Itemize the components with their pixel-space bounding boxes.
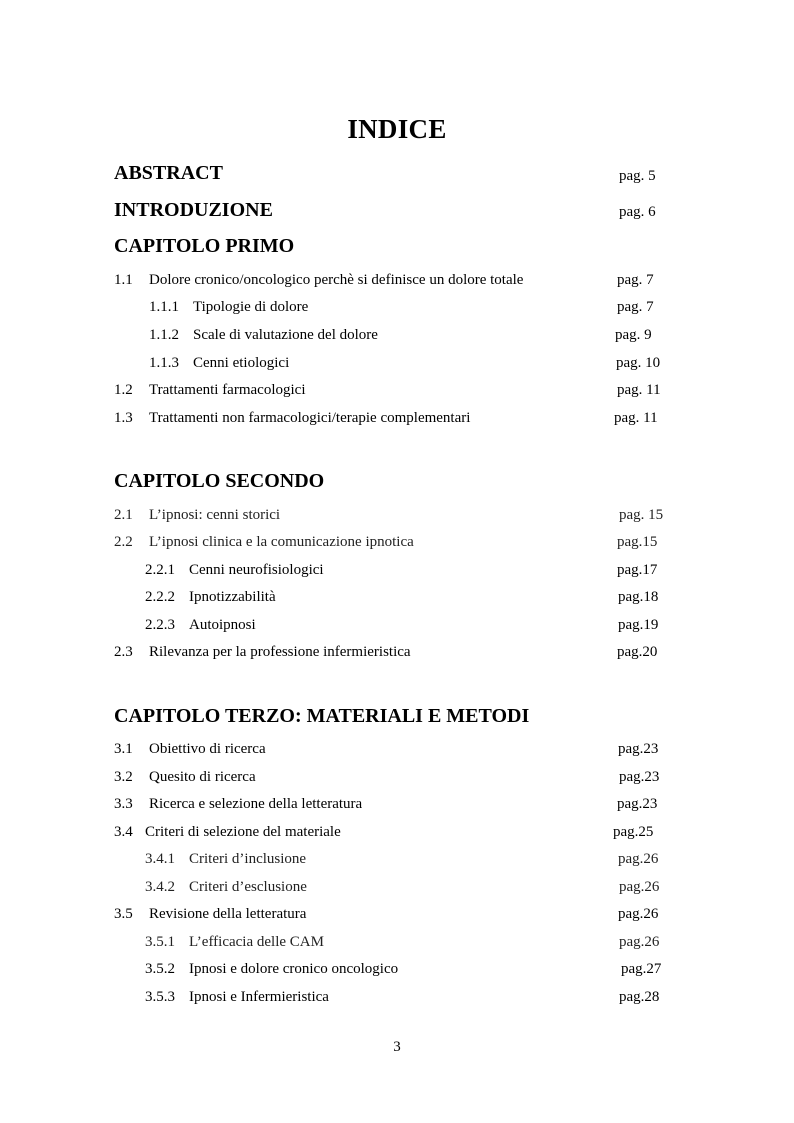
toc-entry-number: 3.5.1 [145, 934, 175, 950]
toc-entry-number: 2.2.3 [145, 617, 175, 633]
toc-entry-page: pag.15 [617, 534, 658, 550]
toc-entry-page: pag.23 [618, 741, 659, 757]
toc-entry-page: pag.17 [617, 562, 658, 578]
toc-entry-page: pag.26 [618, 851, 659, 867]
toc-entry [0, 379, 794, 401]
toc-entry-page: pag.26 [618, 906, 659, 922]
toc-entry-page: pag.25 [613, 824, 654, 840]
toc-entry [0, 848, 794, 870]
toc-entry-text: Ipnosi e dolore cronico oncologico [189, 961, 399, 977]
toc-abstract-page: pag. 5 [619, 168, 656, 184]
toc-entry-number: 1.2 [114, 382, 133, 398]
toc-entry-text: Tipologie di dolore [193, 299, 309, 315]
toc-entry-page: pag. 10 [616, 355, 661, 371]
toc-entry-number: 3.4.2 [145, 879, 175, 895]
toc-entry-page: pag.26 [619, 879, 660, 895]
toc-entry [0, 738, 794, 760]
toc-entry [0, 766, 794, 788]
toc-entry [0, 352, 794, 374]
toc-entry-number: 3.5 [114, 906, 133, 922]
toc-entry-page: pag. 11 [614, 410, 658, 426]
toc-entry-page: pag.27 [621, 961, 662, 977]
toc-entry [0, 931, 794, 953]
toc-entry-number: 3.2 [114, 769, 133, 785]
toc-entry-number: 3.4.1 [145, 851, 175, 867]
toc-entry-text: Ipnotizzabilità [189, 589, 276, 605]
toc-entry-text: Cenni etiologici [193, 355, 290, 371]
chapter-3-heading: CAPITOLO TERZO: MATERIALI E METODI [114, 705, 530, 727]
toc-entry-page: pag.28 [619, 989, 660, 1005]
page-title: INDICE [347, 114, 447, 144]
toc-abstract-label: ABSTRACT [114, 162, 223, 184]
toc-entry [0, 614, 794, 636]
toc-entry-number: 1.3 [114, 410, 133, 426]
toc-entry-text: Criteri d’inclusione [189, 851, 307, 867]
toc-entry-text: Autoipnosi [189, 617, 256, 633]
toc-entry-number: 1.1.3 [149, 355, 179, 371]
toc-entry-number: 2.2 [114, 534, 133, 550]
toc-entry-number: 3.5.2 [145, 961, 175, 977]
toc-entry-text: L’ipnosi clinica e la comunicazione ipnotica [149, 534, 414, 550]
toc-entry [0, 531, 794, 553]
toc-entry-text: L’ipnosi: cenni storici [149, 507, 281, 523]
toc-entry-text: L’efficacia delle CAM [189, 934, 324, 950]
toc-entry-number: 1.1 [114, 272, 133, 288]
toc-entry-page: pag.23 [619, 769, 660, 785]
toc-entry-number: 2.2.2 [145, 589, 175, 605]
toc-entry-number: 2.3 [114, 644, 133, 660]
toc-entry-page: pag. 7 [617, 272, 654, 288]
toc-entry [0, 958, 794, 980]
toc-entry [0, 559, 794, 581]
toc-entry-page: pag.19 [618, 617, 659, 633]
page-number: 3 [393, 1039, 401, 1055]
toc-entry-number: 2.2.1 [145, 562, 175, 578]
toc-entry-text: Obiettivo di ricerca [149, 741, 266, 757]
toc-entry-page: pag.18 [618, 589, 659, 605]
toc-entry [0, 876, 794, 898]
toc-entry-number: 3.3 [114, 796, 133, 812]
toc-entry-page: pag.26 [619, 934, 660, 950]
toc-entry-page: pag. 15 [619, 507, 664, 523]
toc-introduzione-page: pag. 6 [619, 204, 656, 220]
toc-entry [0, 986, 794, 1008]
toc-entry [0, 586, 794, 608]
toc-entry-text: Trattamenti non farmacologici/terapie complementari [149, 410, 471, 426]
toc-entry [0, 504, 794, 526]
toc-entry-page: pag. 9 [615, 327, 652, 343]
toc-entry [0, 641, 794, 663]
toc-entry-text: Trattamenti farmacologici [149, 382, 306, 398]
toc-entry-number: 1.1.2 [149, 327, 179, 343]
toc-entry-text: Ipnosi e Infermieristica [189, 989, 329, 1005]
toc-entry-page: pag.20 [617, 644, 658, 660]
toc-entry [0, 793, 794, 815]
toc-entry-text: Criteri di selezione del materiale [145, 824, 341, 840]
toc-entry-text: Criteri d’esclusione [189, 879, 307, 895]
toc-entry-page: pag. 7 [617, 299, 654, 315]
toc-entry-text: Ricerca e selezione della letteratura [149, 796, 363, 812]
toc-entry-text: Revisione della letteratura [149, 906, 307, 922]
toc-entry [0, 407, 794, 429]
toc-entry-text: Cenni neurofisiologici [189, 562, 324, 578]
toc-entry [0, 821, 794, 843]
toc-entry [0, 269, 794, 291]
toc-entry-number: 3.1 [114, 741, 133, 757]
toc-entry-number: 3.4 [114, 824, 133, 840]
toc-entry [0, 296, 794, 318]
toc-entry-text: Rilevanza per la professione infermieristica [149, 644, 411, 660]
toc-entry-text: Quesito di ricerca [149, 769, 256, 785]
chapter-1-heading: CAPITOLO PRIMO [114, 235, 295, 257]
toc-entry [0, 324, 794, 346]
toc-entry-text: Dolore cronico/oncologico perchè si definisce un dolore totale [149, 272, 524, 288]
toc-introduzione-label: INTRODUZIONE [114, 199, 273, 221]
toc-entry-number: 1.1.1 [149, 299, 179, 315]
toc-entry-page: pag.23 [617, 796, 658, 812]
toc-entry [0, 903, 794, 925]
toc-entry-number: 2.1 [114, 507, 133, 523]
chapter-2-heading: CAPITOLO SECONDO [114, 470, 325, 492]
toc-entry-number: 3.5.3 [145, 989, 175, 1005]
toc-entry-text: Scale di valutazione del dolore [193, 327, 378, 343]
toc-entry-page: pag. 11 [617, 382, 661, 398]
